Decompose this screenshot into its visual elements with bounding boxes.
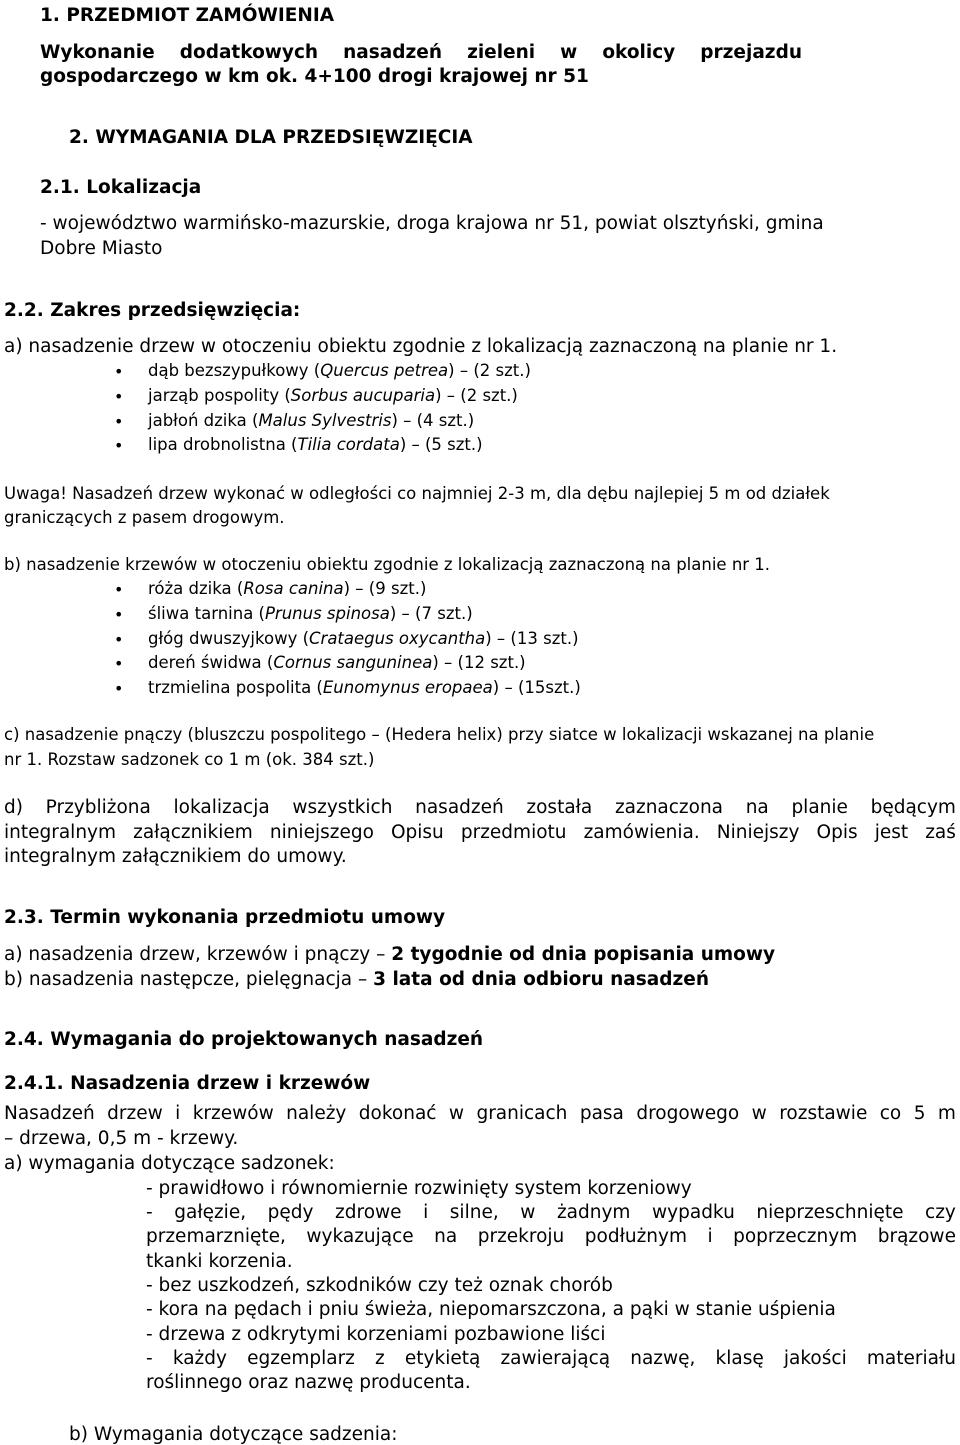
- deadline-b: b) nasadzenia następcze, pielęgnacja – 3 lata od dnia odbioru nasadzeń: [4, 969, 709, 990]
- requirement-item: [146, 1348, 956, 1369]
- word: Wykonanie: [40, 42, 155, 63]
- word: Niniejszy: [716, 822, 800, 843]
- bullet-icon: •: [114, 580, 124, 599]
- word: materiału: [866, 1348, 956, 1369]
- word: nazwę,: [630, 1348, 696, 1369]
- word: silne,: [449, 1202, 499, 1223]
- word: Opis: [816, 822, 858, 843]
- word: przejazdu: [700, 42, 802, 63]
- word: na: [745, 797, 769, 818]
- word: jest: [874, 822, 909, 843]
- word: granicach: [476, 1103, 568, 1124]
- note-line-2: graniczących z pasem drogowym.: [4, 508, 285, 527]
- word: w: [520, 1202, 536, 1223]
- word: okolicy: [602, 42, 676, 63]
- word: nasadzeń: [415, 797, 504, 818]
- requirement-item: [146, 1202, 956, 1223]
- word: rozstawie: [779, 1103, 868, 1124]
- word: pasa: [579, 1103, 624, 1124]
- seedling-requirements-heading: a) wymagania dotyczące sadzonek:: [4, 1153, 335, 1174]
- tree-item: jabłoń dzika (Malus Sylvestris) – (4 szt.): [148, 411, 475, 430]
- section-2-2-heading: 2.2. Zakres przedsięwzięcia:: [4, 300, 301, 321]
- word: zaś: [925, 822, 956, 843]
- word: w: [751, 1103, 767, 1124]
- word: drogowego: [636, 1103, 740, 1124]
- word: drzew: [107, 1103, 163, 1124]
- word: dokonać: [358, 1103, 437, 1124]
- word: dodatkowych: [179, 42, 319, 63]
- section-1-heading: 1. PRZEDMIOT ZAMÓWIENIA: [40, 5, 335, 26]
- word: zamówienia.: [583, 822, 700, 843]
- shrub-item: dereń świdwa (Cornus sanguninea) – (12 szt.): [148, 653, 526, 672]
- note-line-1: Uwaga! Nasadzeń drzew wykonać w odległości co najmniej 2-3 m, dla dębu najlepiej 5 m od działek: [4, 484, 830, 503]
- location-line-2: Dobre Miasto: [40, 238, 163, 259]
- word: załącznikiem: [133, 822, 253, 843]
- word: etykietą: [404, 1348, 481, 1369]
- approx-location-line-3: integralnym załącznikiem do umowy.: [4, 846, 347, 867]
- requirement-item: - prawidłowo i równomiernie rozwinięty system korzeniowy: [146, 1178, 692, 1199]
- bullet-icon: •: [114, 605, 124, 624]
- requirement-item-continued: [146, 1226, 956, 1247]
- word: niniejszego: [269, 822, 374, 843]
- word: Przybliżona: [45, 797, 151, 818]
- word: poprzecznym: [733, 1226, 858, 1247]
- bullet-icon: •: [114, 630, 124, 649]
- word: egzemplarz: [247, 1348, 355, 1369]
- section-2-4-1-heading: 2.4.1. Nasadzenia drzew i krzewów: [4, 1073, 371, 1094]
- word: w: [560, 42, 578, 63]
- climbers-line-1: c) nasadzenie pnączy (bluszczu pospolitego – (Hedera helix) przy siatce w lokalizacji wskazanej na planie: [4, 725, 875, 744]
- word: planie: [791, 797, 848, 818]
- section-2-3-heading: 2.3. Termin wykonania przedmiotu umowy: [4, 907, 446, 928]
- tree-item: jarząb pospolity (Sorbus aucuparia) – (2 szt.): [148, 386, 518, 405]
- bullet-icon: •: [114, 679, 124, 698]
- word: zieleni: [467, 42, 536, 63]
- requirement-item: - drzewa z odkrytymi korzeniami pozbawione liści: [146, 1324, 606, 1345]
- section-2-heading: 2. WYMAGANIA DLA PRZEDSIĘWZIĘCIA: [69, 127, 473, 148]
- bullet-icon: •: [114, 362, 124, 381]
- intro-line-1: [40, 42, 802, 63]
- spacing-line-1: [4, 1103, 956, 1124]
- tree-item: dąb bezszypułkowy (Quercus petrea) – (2 szt.): [148, 361, 531, 380]
- word: -: [146, 1348, 153, 1369]
- section-2-4-heading: 2.4. Wymagania do projektowanych nasadzeń: [4, 1029, 484, 1050]
- word: w: [448, 1103, 465, 1124]
- word: Opisu: [390, 822, 444, 843]
- climbers-line-2: nr 1. Rozstaw sadzonek co 1 m (ok. 384 szt.): [4, 750, 375, 769]
- word: brązowe: [877, 1226, 956, 1247]
- shrub-item: trzmielina pospolita (Eunomynus eropaea) – (15szt.): [148, 678, 581, 697]
- spacing-line-2: – drzewa, 0,5 m - krzewy.: [4, 1128, 239, 1149]
- word: zawierającą: [500, 1348, 611, 1369]
- word: co: [879, 1103, 902, 1124]
- bullet-icon: •: [114, 436, 124, 455]
- bullet-icon: •: [114, 387, 124, 406]
- shrub-item: głóg dwuszyjkowy (Crataegus oxycantha) – (13 szt.): [148, 629, 579, 648]
- word: wszystkich: [292, 797, 393, 818]
- requirement-item: - kora na pędach i pniu świeża, niepomarszczona, a pąki w stanie uśpienia: [146, 1299, 836, 1320]
- word: m: [937, 1103, 956, 1124]
- word: lokalizacja: [173, 797, 270, 818]
- bullet-icon: •: [114, 412, 124, 431]
- word: podłużnym: [584, 1226, 687, 1247]
- word: i: [423, 1202, 429, 1223]
- planting-requirements-heading: b) Wymagania dotyczące sadzenia:: [69, 1424, 398, 1445]
- trees-intro: a) nasadzenie drzew w otoczeniu obiektu zgodnie z lokalizacją zaznaczoną na planie nr 1.: [4, 336, 838, 357]
- word: i: [175, 1103, 181, 1124]
- intro-line-2: gospodarczego w km ok. 4+100 drogi krajowej nr 51: [40, 66, 589, 87]
- word: d): [4, 797, 23, 818]
- requirement-item: - bez uszkodzeń, szkodników czy też oznak chorób: [146, 1275, 613, 1296]
- word: gałęzie,: [174, 1202, 247, 1223]
- word: została: [526, 797, 593, 818]
- word: -: [146, 1202, 153, 1223]
- word: wykazujące: [306, 1226, 414, 1247]
- word: zaznaczona: [614, 797, 724, 818]
- shrub-item: róża dzika (Rosa canina) – (9 szt.): [148, 579, 427, 598]
- word: 5: [913, 1103, 926, 1124]
- deadline-a: a) nasadzenia drzew, krzewów i pnączy – 2 tygodnie od dnia popisania umowy: [4, 944, 776, 965]
- word: przemarznięte,: [146, 1226, 286, 1247]
- section-2-1-heading: 2.1. Lokalizacja: [40, 177, 202, 198]
- word: pędy: [267, 1202, 314, 1223]
- location-line-1: - województwo warmińsko-mazurskie, droga krajowa nr 51, powiat olsztyński, gmina: [40, 213, 824, 234]
- word: wypadku: [652, 1202, 735, 1223]
- word: na: [434, 1226, 458, 1247]
- approx-location-line-1: [4, 797, 956, 818]
- word: zdrowe: [335, 1202, 402, 1223]
- word: Nasadzeń: [4, 1103, 95, 1124]
- word: czy: [925, 1202, 956, 1223]
- word: krzewów: [192, 1103, 274, 1124]
- word: należy: [286, 1103, 347, 1124]
- shrub-item: śliwa tarnina (Prunus spinosa) – (7 szt.): [148, 604, 473, 623]
- tree-item: lipa drobnolistna (Tilia cordata) – (5 szt.): [148, 435, 483, 454]
- word: przedmiotu: [460, 822, 567, 843]
- shrubs-intro: b) nasadzenie krzewów w otoczeniu obiektu zgodnie z lokalizacją zaznaczoną na planie nr 1.: [4, 555, 771, 574]
- word: żadnym: [556, 1202, 631, 1223]
- word: integralnym: [4, 822, 117, 843]
- word: z: [375, 1348, 385, 1369]
- word: przekroju: [477, 1226, 565, 1247]
- word: każdy: [172, 1348, 227, 1369]
- bullet-icon: •: [114, 654, 124, 673]
- word: i: [707, 1226, 713, 1247]
- requirement-item-continued: roślinnego oraz nazwę producenta.: [146, 1372, 471, 1393]
- word: nasadzeń: [343, 42, 443, 63]
- word: będącym: [870, 797, 956, 818]
- word: klasę: [715, 1348, 764, 1369]
- word: nieprzeschnięte: [756, 1202, 904, 1223]
- approx-location-line-2: [4, 822, 956, 843]
- requirement-item-continued: tkanki korzenia.: [146, 1251, 293, 1272]
- word: jakości: [783, 1348, 847, 1369]
